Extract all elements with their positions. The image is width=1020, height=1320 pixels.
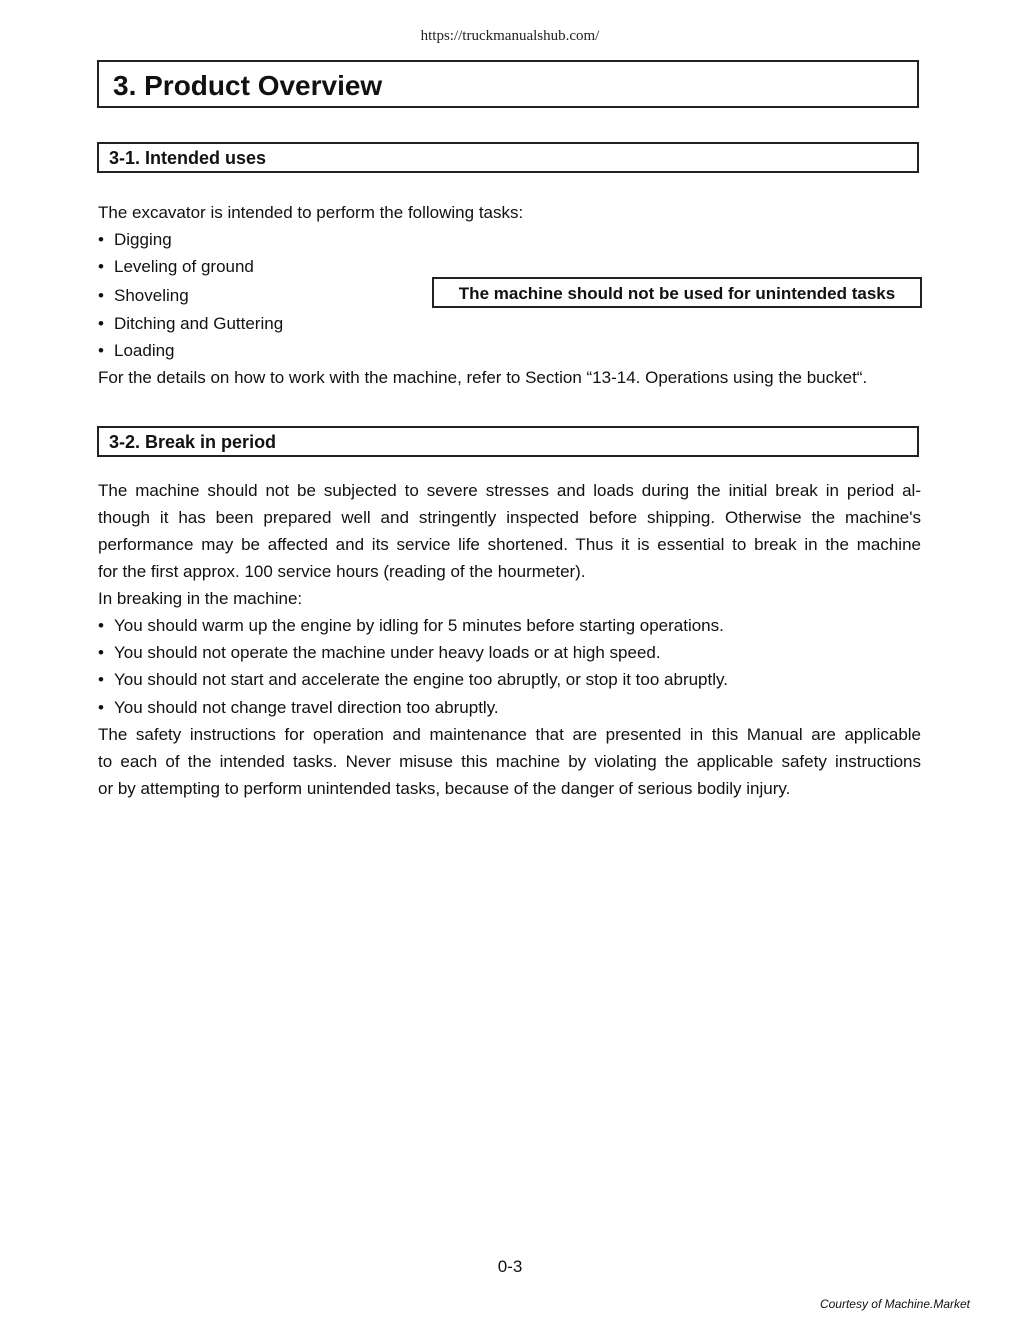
page-title: 3. Product Overview [113,70,383,101]
source-url: https://truckmanualshub.com/ [420,28,600,44]
task-item: • Leveling of ground [98,257,254,276]
break-in-paragraph-line: for the first approx. 100 service hours (reading of the hourmeter). [98,562,586,581]
task-item: • Loading [98,341,175,360]
section-heading-box-break-in [97,426,919,457]
safety-paragraph-line: The safety instructions for operation and maintenance that are presented in this Manual are applicable [98,725,921,744]
page-number: 0-3 [497,1257,523,1276]
section-heading-intended-uses: 3-1. Intended uses [109,148,267,168]
safety-paragraph-line: or by attempting to perform unintended tasks, because of the danger of serious bodily injury. [98,779,791,798]
warning-box [432,277,922,308]
page-title-box [97,60,919,108]
break-in-bullet: • You should not operate the machine under heavy loads or at high speed. [98,643,661,662]
break-in-paragraph-line: performance may be affected and its service life shortened. Thus it is essential to break in the machine [98,535,921,554]
courtesy-note: Courtesy of Machine.Market [819,1297,970,1311]
break-in-bullet: • You should not change travel direction too abruptly. [98,698,499,717]
warning-text: The machine should not be used for unintended tasks [458,284,896,303]
task-item: • Ditching and Guttering [98,314,284,333]
break-in-paragraph-line: though it has been prepared well and stringently inspected before shipping. Otherwise the machine's [98,508,921,527]
break-in-bullet: • You should warm up the engine by idling for 5 minutes before starting operations. [98,616,724,635]
break-in-paragraph-line: The machine should not be subjected to severe stresses and loads during the initial break in period al- [98,481,921,500]
section-heading-break-in: 3-2. Break in period [109,432,277,452]
intended-uses-intro: The excavator is intended to perform the following tasks: [98,203,524,222]
section-reference: For the details on how to work with the machine, refer to Section “13-14. Operations using the bucket“. [98,368,868,387]
break-in-lead: In breaking in the machine: [98,589,303,608]
task-item: • Digging [98,230,172,249]
safety-paragraph-line: to each of the intended tasks. Never misuse this machine by violating the applicable safety instructions [98,752,921,771]
task-item: • Shoveling [98,286,189,305]
section-heading-box-intended-uses [97,142,919,173]
break-in-bullet: • You should not start and accelerate the engine too abruptly, or stop it too abruptly. [98,670,728,689]
